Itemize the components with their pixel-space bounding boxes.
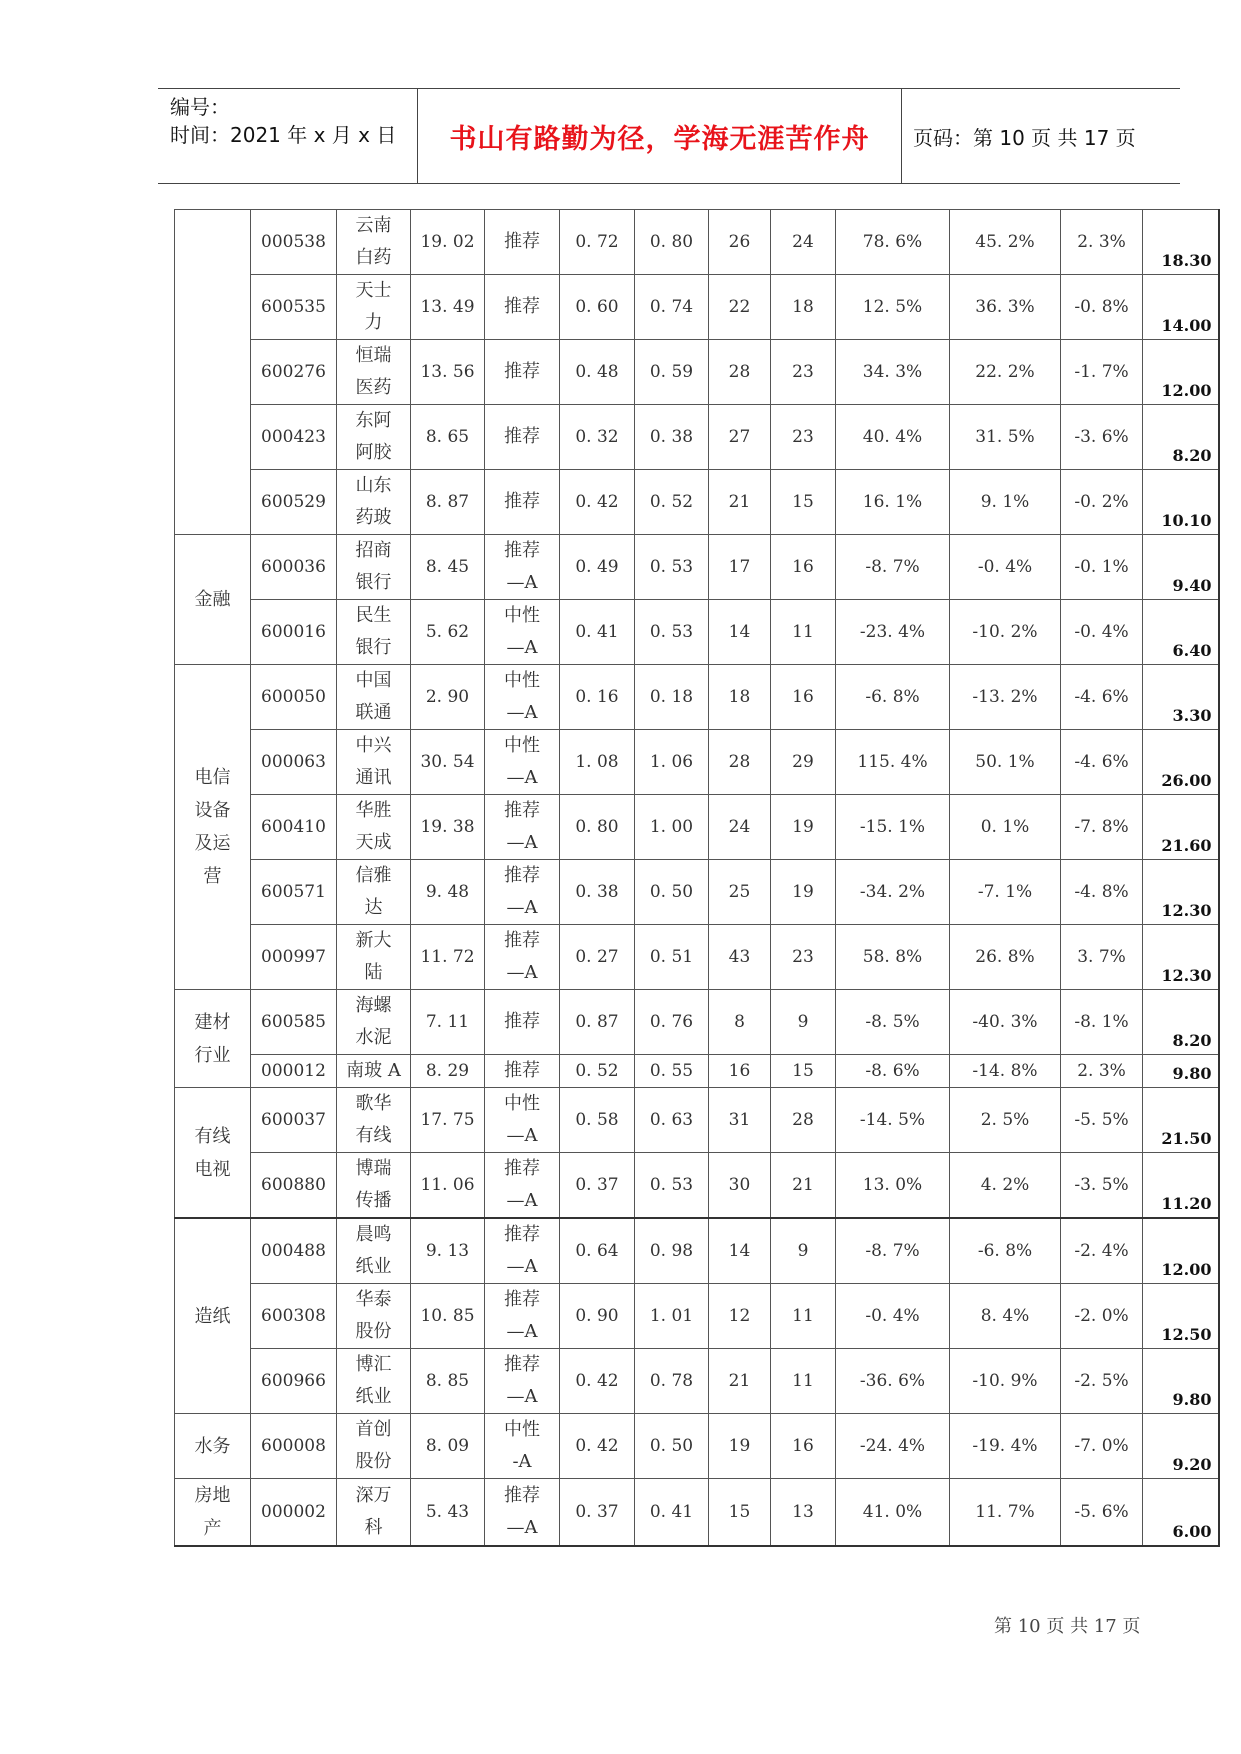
- stock-rating: 中性 —A: [485, 730, 560, 795]
- pe-next: 11: [771, 1349, 836, 1414]
- pe-current: 21: [709, 470, 771, 535]
- eps-current: 0. 52: [560, 1055, 635, 1088]
- growth-1: 58. 8%: [836, 925, 950, 990]
- growth-2: 36. 3%: [950, 275, 1061, 340]
- stock-rating: 推荐 —A: [485, 1284, 560, 1349]
- stock-price: 11. 72: [411, 925, 485, 990]
- eps-current: 0. 41: [560, 600, 635, 665]
- industry-cell: 有线 电视: [175, 1088, 251, 1219]
- table-row: [175, 210, 1219, 275]
- eps-next: 0. 98: [635, 1218, 709, 1284]
- growth-3: -8. 1%: [1061, 990, 1143, 1055]
- table-row: [175, 925, 1219, 990]
- stock-price: 8. 85: [411, 1349, 485, 1414]
- stock-price: 30. 54: [411, 730, 485, 795]
- stock-name: 博瑞 传播: [337, 1153, 411, 1219]
- pe-current: 17: [709, 535, 771, 600]
- stock-rating: 中性 —A: [485, 665, 560, 730]
- industry-cell: 水务: [175, 1414, 251, 1479]
- growth-1: -14. 5%: [836, 1088, 950, 1153]
- eps-next: 0. 59: [635, 340, 709, 405]
- motto: 书山有路勤为径，学海无涯苦作舟: [417, 89, 902, 183]
- growth-3: -3. 5%: [1061, 1153, 1143, 1219]
- eps-next: 0. 53: [635, 600, 709, 665]
- growth-3: -5. 5%: [1061, 1088, 1143, 1153]
- stock-name: 南玻 A: [337, 1055, 411, 1088]
- stock-name: 天士 力: [337, 275, 411, 340]
- growth-2: -14. 8%: [950, 1055, 1061, 1088]
- stock-name: 信雅 达: [337, 860, 411, 925]
- growth-3: -7. 8%: [1061, 795, 1143, 860]
- table-row: [175, 665, 1219, 730]
- stock-rating: 推荐 —A: [485, 1153, 560, 1219]
- growth-1: 16. 1%: [836, 470, 950, 535]
- pe-next: 28: [771, 1088, 836, 1153]
- eps-next: 0. 18: [635, 665, 709, 730]
- growth-2: 11. 7%: [950, 1479, 1061, 1547]
- table-row: [175, 1284, 1219, 1349]
- eps-next: 0. 53: [635, 1153, 709, 1219]
- stock-rating: 推荐: [485, 1055, 560, 1088]
- target-price: 18.30: [1143, 210, 1219, 275]
- growth-3: -4. 8%: [1061, 860, 1143, 925]
- stock-price: 7. 11: [411, 990, 485, 1055]
- growth-1: 115. 4%: [836, 730, 950, 795]
- pe-current: 8: [709, 990, 771, 1055]
- stock-code: 000423: [251, 405, 337, 470]
- industry-cell: 房地 产: [175, 1479, 251, 1547]
- industry-cell: 造纸: [175, 1218, 251, 1414]
- stock-name: 华胜 天成: [337, 795, 411, 860]
- growth-2: 45. 2%: [950, 210, 1061, 275]
- pe-current: 16: [709, 1055, 771, 1088]
- eps-current: 0. 49: [560, 535, 635, 600]
- stock-code: 600571: [251, 860, 337, 925]
- pe-current: 43: [709, 925, 771, 990]
- target-price: 12.00: [1143, 340, 1219, 405]
- target-price: 12.50: [1143, 1284, 1219, 1349]
- stock-code: 600966: [251, 1349, 337, 1414]
- table-row: [175, 600, 1219, 665]
- stock-rating: 中性 —A: [485, 600, 560, 665]
- pe-current: 25: [709, 860, 771, 925]
- pe-next: 9: [771, 1218, 836, 1284]
- stock-code: 000012: [251, 1055, 337, 1088]
- eps-next: 0. 78: [635, 1349, 709, 1414]
- stock-name: 中兴 通讯: [337, 730, 411, 795]
- stock-code: 600008: [251, 1414, 337, 1479]
- stock-price: 9. 48: [411, 860, 485, 925]
- growth-1: -36. 6%: [836, 1349, 950, 1414]
- stock-code: 600880: [251, 1153, 337, 1219]
- target-price: 10.10: [1143, 470, 1219, 535]
- pe-current: 28: [709, 730, 771, 795]
- stock-code: 000538: [251, 210, 337, 275]
- growth-2: -40. 3%: [950, 990, 1061, 1055]
- growth-3: -2. 0%: [1061, 1284, 1143, 1349]
- header-left: [170, 93, 396, 149]
- industry-cell: [175, 210, 251, 535]
- number-label: 编号：: [170, 95, 230, 119]
- stock-code: 000063: [251, 730, 337, 795]
- growth-2: 4. 2%: [950, 1153, 1061, 1219]
- stock-code: 000002: [251, 1479, 337, 1547]
- eps-next: 0. 74: [635, 275, 709, 340]
- stock-name: 中国 联通: [337, 665, 411, 730]
- stock-rating: 推荐: [485, 340, 560, 405]
- table-row: [175, 535, 1219, 600]
- eps-current: 0. 48: [560, 340, 635, 405]
- stock-name: 恒瑞 医药: [337, 340, 411, 405]
- stock-rating: 推荐 —A: [485, 1349, 560, 1414]
- stock-rating: 中性 —A: [485, 1088, 560, 1153]
- stock-table: [174, 209, 1220, 1547]
- growth-2: 31. 5%: [950, 405, 1061, 470]
- stock-name: 民生 银行: [337, 600, 411, 665]
- growth-3: -2. 4%: [1061, 1218, 1143, 1284]
- stock-code: 600016: [251, 600, 337, 665]
- stock-rating: 推荐: [485, 405, 560, 470]
- target-price: 21.60: [1143, 795, 1219, 860]
- pe-next: 21: [771, 1153, 836, 1219]
- pe-current: 14: [709, 600, 771, 665]
- stock-price: 10. 85: [411, 1284, 485, 1349]
- pe-next: 19: [771, 795, 836, 860]
- industry-cell: 电信 设备 及运 营: [175, 665, 251, 990]
- stock-name: 新大 陆: [337, 925, 411, 990]
- pe-next: 13: [771, 1479, 836, 1547]
- growth-3: -7. 0%: [1061, 1414, 1143, 1479]
- pe-current: 22: [709, 275, 771, 340]
- stock-code: 600585: [251, 990, 337, 1055]
- target-price: 9.80: [1143, 1349, 1219, 1414]
- stock-name: 云南 白药: [337, 210, 411, 275]
- growth-2: -10. 2%: [950, 600, 1061, 665]
- stock-code: 600410: [251, 795, 337, 860]
- target-price: 8.20: [1143, 405, 1219, 470]
- target-price: 8.20: [1143, 990, 1219, 1055]
- eps-next: 0. 50: [635, 860, 709, 925]
- table-row: [175, 1153, 1219, 1219]
- growth-2: 22. 2%: [950, 340, 1061, 405]
- target-price: 6.40: [1143, 600, 1219, 665]
- eps-current: 0. 72: [560, 210, 635, 275]
- growth-1: 34. 3%: [836, 340, 950, 405]
- growth-3: -3. 6%: [1061, 405, 1143, 470]
- growth-3: 2. 3%: [1061, 1055, 1143, 1088]
- stock-rating: 中性 -A: [485, 1414, 560, 1479]
- eps-next: 0. 52: [635, 470, 709, 535]
- table-row: [175, 1479, 1219, 1547]
- eps-current: 0. 32: [560, 405, 635, 470]
- eps-next: 0. 41: [635, 1479, 709, 1547]
- eps-next: 0. 50: [635, 1414, 709, 1479]
- table-row: [175, 470, 1219, 535]
- stock-price: 8. 45: [411, 535, 485, 600]
- target-price: 9.80: [1143, 1055, 1219, 1088]
- table-row: [175, 275, 1219, 340]
- stock-rating: 推荐: [485, 275, 560, 340]
- stock-rating: 推荐 —A: [485, 860, 560, 925]
- stock-name: 深万 科: [337, 1479, 411, 1547]
- target-price: 3.30: [1143, 665, 1219, 730]
- stock-rating: 推荐 —A: [485, 535, 560, 600]
- growth-2: -6. 8%: [950, 1218, 1061, 1284]
- pe-next: 23: [771, 405, 836, 470]
- stock-price: 8. 87: [411, 470, 485, 535]
- pe-next: 24: [771, 210, 836, 275]
- stock-rating: 推荐: [485, 470, 560, 535]
- growth-3: -0. 4%: [1061, 600, 1143, 665]
- growth-1: 41. 0%: [836, 1479, 950, 1547]
- stock-name: 首创 股份: [337, 1414, 411, 1479]
- pe-current: 19: [709, 1414, 771, 1479]
- pe-current: 31: [709, 1088, 771, 1153]
- time-label: 时间：2021 年 x 月 x 日: [170, 123, 397, 147]
- growth-3: -0. 1%: [1061, 535, 1143, 600]
- stock-price: 19. 38: [411, 795, 485, 860]
- pe-next: 16: [771, 665, 836, 730]
- pe-next: 15: [771, 470, 836, 535]
- stock-code: 600050: [251, 665, 337, 730]
- growth-2: 0. 1%: [950, 795, 1061, 860]
- growth-2: -13. 2%: [950, 665, 1061, 730]
- growth-2: -10. 9%: [950, 1349, 1061, 1414]
- eps-next: 1. 00: [635, 795, 709, 860]
- stock-price: 5. 43: [411, 1479, 485, 1547]
- pe-current: 18: [709, 665, 771, 730]
- stock-price: 13. 49: [411, 275, 485, 340]
- stock-price: 8. 29: [411, 1055, 485, 1088]
- growth-2: 9. 1%: [950, 470, 1061, 535]
- stock-code: 600276: [251, 340, 337, 405]
- stock-name: 博汇 纸业: [337, 1349, 411, 1414]
- stock-code: 600535: [251, 275, 337, 340]
- eps-current: 1. 08: [560, 730, 635, 795]
- stock-price: 13. 56: [411, 340, 485, 405]
- pe-current: 24: [709, 795, 771, 860]
- pe-next: 16: [771, 1414, 836, 1479]
- eps-next: 0. 53: [635, 535, 709, 600]
- stock-rating: 推荐 —A: [485, 1218, 560, 1284]
- table-row: [175, 1218, 1219, 1284]
- growth-1: 78. 6%: [836, 210, 950, 275]
- growth-3: -0. 8%: [1061, 275, 1143, 340]
- stock-price: 17. 75: [411, 1088, 485, 1153]
- stock-code: 600529: [251, 470, 337, 535]
- growth-2: 2. 5%: [950, 1088, 1061, 1153]
- pe-current: 26: [709, 210, 771, 275]
- growth-2: -19. 4%: [950, 1414, 1061, 1479]
- pe-next: 29: [771, 730, 836, 795]
- pe-next: 9: [771, 990, 836, 1055]
- pe-current: 21: [709, 1349, 771, 1414]
- pe-next: 11: [771, 1284, 836, 1349]
- growth-3: -4. 6%: [1061, 665, 1143, 730]
- eps-next: 0. 80: [635, 210, 709, 275]
- growth-3: -0. 2%: [1061, 470, 1143, 535]
- eps-next: 0. 38: [635, 405, 709, 470]
- table-row: [175, 860, 1219, 925]
- growth-1: 12. 5%: [836, 275, 950, 340]
- target-price: 12.00: [1143, 1218, 1219, 1284]
- pe-current: 15: [709, 1479, 771, 1547]
- eps-next: 0. 51: [635, 925, 709, 990]
- table-row: [175, 1088, 1219, 1153]
- growth-1: -6. 8%: [836, 665, 950, 730]
- stock-price: 19. 02: [411, 210, 485, 275]
- target-price: 12.30: [1143, 860, 1219, 925]
- industry-cell: 建材 行业: [175, 990, 251, 1088]
- stock-name: 晨鸣 纸业: [337, 1218, 411, 1284]
- page-info: 页码：第 10 页 共 17 页: [913, 125, 1136, 150]
- eps-next: 0. 55: [635, 1055, 709, 1088]
- growth-1: -24. 4%: [836, 1414, 950, 1479]
- eps-next: 0. 63: [635, 1088, 709, 1153]
- target-price: 9.40: [1143, 535, 1219, 600]
- growth-2: 8. 4%: [950, 1284, 1061, 1349]
- pe-current: 30: [709, 1153, 771, 1219]
- stock-price: 5. 62: [411, 600, 485, 665]
- growth-1: 13. 0%: [836, 1153, 950, 1219]
- growth-2: 50. 1%: [950, 730, 1061, 795]
- growth-1: 40. 4%: [836, 405, 950, 470]
- pe-next: 11: [771, 600, 836, 665]
- page-footer: 第 10 页 共 17 页: [994, 1616, 1141, 1637]
- eps-current: 0. 42: [560, 470, 635, 535]
- pe-current: 12: [709, 1284, 771, 1349]
- eps-current: 0. 90: [560, 1284, 635, 1349]
- growth-2: -0. 4%: [950, 535, 1061, 600]
- stock-name: 华泰 股份: [337, 1284, 411, 1349]
- growth-3: -1. 7%: [1061, 340, 1143, 405]
- eps-current: 0. 16: [560, 665, 635, 730]
- table-row: [175, 1349, 1219, 1414]
- eps-current: 0. 87: [560, 990, 635, 1055]
- stock-code: 600036: [251, 535, 337, 600]
- target-price: 6.00: [1143, 1479, 1219, 1547]
- growth-2: -7. 1%: [950, 860, 1061, 925]
- target-price: 12.30: [1143, 925, 1219, 990]
- stock-name: 东阿 阿胶: [337, 405, 411, 470]
- eps-current: 0. 37: [560, 1153, 635, 1219]
- target-price: 21.50: [1143, 1088, 1219, 1153]
- stock-rating: 推荐 —A: [485, 795, 560, 860]
- eps-current: 0. 42: [560, 1349, 635, 1414]
- growth-1: -8. 6%: [836, 1055, 950, 1088]
- target-price: 26.00: [1143, 730, 1219, 795]
- growth-3: -5. 6%: [1061, 1479, 1143, 1547]
- growth-2: 26. 8%: [950, 925, 1061, 990]
- stock-rating: 推荐: [485, 990, 560, 1055]
- table-row: [175, 405, 1219, 470]
- growth-1: -23. 4%: [836, 600, 950, 665]
- eps-next: 1. 01: [635, 1284, 709, 1349]
- table-row: [175, 795, 1219, 860]
- table-row: [175, 730, 1219, 795]
- stock-rating: 推荐: [485, 210, 560, 275]
- pe-next: 18: [771, 275, 836, 340]
- pe-current: 27: [709, 405, 771, 470]
- stock-price: 8. 65: [411, 405, 485, 470]
- growth-1: -8. 7%: [836, 1218, 950, 1284]
- growth-1: -8. 7%: [836, 535, 950, 600]
- eps-current: 0. 60: [560, 275, 635, 340]
- pe-current: 14: [709, 1218, 771, 1284]
- growth-3: -2. 5%: [1061, 1349, 1143, 1414]
- industry-cell: 金融: [175, 535, 251, 665]
- stock-price: 2. 90: [411, 665, 485, 730]
- stock-code: 600308: [251, 1284, 337, 1349]
- pe-next: 23: [771, 340, 836, 405]
- eps-current: 0. 58: [560, 1088, 635, 1153]
- table-row: [175, 340, 1219, 405]
- stock-code: 000488: [251, 1218, 337, 1284]
- stock-rating: 推荐 —A: [485, 925, 560, 990]
- target-price: 11.20: [1143, 1153, 1219, 1219]
- stock-price: 8. 09: [411, 1414, 485, 1479]
- eps-current: 0. 27: [560, 925, 635, 990]
- stock-name: 歌华 有线: [337, 1088, 411, 1153]
- growth-1: -15. 1%: [836, 795, 950, 860]
- stock-name: 山东 药玻: [337, 470, 411, 535]
- pe-next: 15: [771, 1055, 836, 1088]
- stock-code: 600037: [251, 1088, 337, 1153]
- growth-1: -34. 2%: [836, 860, 950, 925]
- stock-name: 海螺 水泥: [337, 990, 411, 1055]
- pe-next: 19: [771, 860, 836, 925]
- eps-next: 0. 76: [635, 990, 709, 1055]
- page-header: [158, 88, 1180, 184]
- table-row: [175, 990, 1219, 1055]
- target-price: 9.20: [1143, 1414, 1219, 1479]
- target-price: 14.00: [1143, 275, 1219, 340]
- pe-current: 28: [709, 340, 771, 405]
- pe-next: 16: [771, 535, 836, 600]
- stock-code: 000997: [251, 925, 337, 990]
- eps-current: 0. 64: [560, 1218, 635, 1284]
- eps-current: 0. 80: [560, 795, 635, 860]
- stock-price: 9. 13: [411, 1218, 485, 1284]
- growth-1: -0. 4%: [836, 1284, 950, 1349]
- eps-current: 0. 38: [560, 860, 635, 925]
- growth-3: -4. 6%: [1061, 730, 1143, 795]
- growth-1: -8. 5%: [836, 990, 950, 1055]
- stock-rating: 推荐 —A: [485, 1479, 560, 1547]
- eps-current: 0. 37: [560, 1479, 635, 1547]
- growth-3: 3. 7%: [1061, 925, 1143, 990]
- pe-next: 23: [771, 925, 836, 990]
- stock-price: 11. 06: [411, 1153, 485, 1219]
- eps-next: 1. 06: [635, 730, 709, 795]
- table-row: [175, 1055, 1219, 1088]
- stock-name: 招商 银行: [337, 535, 411, 600]
- table-row: [175, 1414, 1219, 1479]
- eps-current: 0. 42: [560, 1414, 635, 1479]
- growth-3: 2. 3%: [1061, 210, 1143, 275]
